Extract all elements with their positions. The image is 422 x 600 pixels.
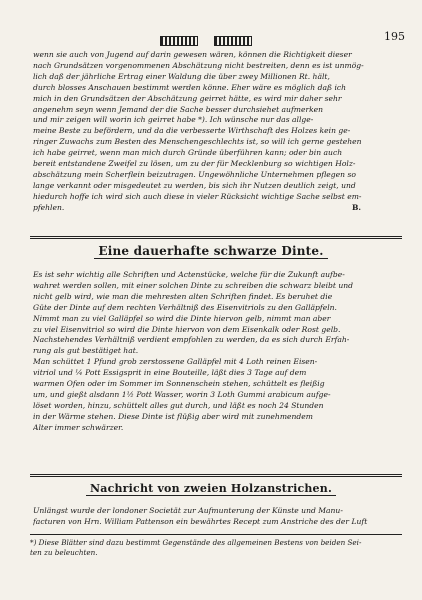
text-line: lich daß der jährliche Ertrag einer Waldung die über zwey Millionen Rt. hält, <box>33 71 330 81</box>
text-line: Alter immer schwärzer. <box>33 422 124 432</box>
text-line: Nachstehendes Verhältniß verdient empfohlen zu werden, da es sich durch Erfah- <box>33 335 350 345</box>
text-line: wahret werden sollen, mit einer solchen Dinte zu schreiben die schwarz bleibt und <box>33 280 354 290</box>
text-line: nicht gelb wird, wie man die mehresten alten Schriften findet. Es beruhet die <box>33 291 333 301</box>
text-line: facturen von Hrn. William Pattenson ein bewährtes Recept zum Anstriche des der Luft <box>33 516 368 526</box>
text-line: löset worden, hinzu, schüttelt alles gut durch, und läßt es noch 24 Stunden <box>33 400 324 410</box>
page-number: 195 <box>384 30 405 43</box>
text-line: Nimmt man zu viel Galläpfel so wird die Dinte hiervon gelb, nimmt man aber <box>33 313 331 323</box>
text-line: rung als gut bestätiget hat. <box>33 346 139 356</box>
text-line: hiedurch hoffe ich wird sich auch diese in vieler Rücksicht wichtige Sache selbst em- <box>33 191 362 201</box>
text-line: nach Grundsätzen vorgenommenen Abschätzung nicht bestreiten, denn es ist unmög- <box>33 60 364 70</box>
text-line: Man schüttet 1 Pfund grob zerstossene Galläpfel mit 4 Loth reinen Eisen- <box>33 357 318 367</box>
section-divider <box>30 236 402 239</box>
text-line: pfehlen. <box>33 202 65 212</box>
text-line: meine Beste zu befördern, und da die verbesserte Wirthschaft des Holzes kein ge- <box>33 126 351 136</box>
section-heading-dinte <box>0 244 422 258</box>
text-line: und mir zeigen will worin ich geirret habe *). Ich wünsche nur das allge- <box>33 115 314 125</box>
text-line: mich in den Grundsätzen der Abschätzung geirret hätte, es wird mir daher sehr <box>33 93 342 103</box>
text-line: bereit entstandene Zweifel zu lösen, um zu der für Mecklenburg so wichtigen Holz- <box>33 159 356 169</box>
text-line: Es ist sehr wichtig alle Schriften und Actenstücke, welche für die Zukunft aufbe- <box>33 270 345 279</box>
section-divider <box>30 474 402 477</box>
header-ornament-left <box>160 36 198 46</box>
section-heading-holzanstriche <box>0 482 422 495</box>
text-line: um, und gießt alsdann 1½ Pott Wasser, worin 3 Loth Gummi arabicum aufge- <box>33 389 331 399</box>
header-ornament-right <box>214 36 252 46</box>
text-line: Unlängst wurde der londoner Societät zur Aufmunterung der Künste und Manu- <box>33 506 343 515</box>
footnote-divider <box>30 534 402 535</box>
footnote: *) Diese Blätter sind dazu bestimmt Gegenstände des allgemeinen Bestens von beiden Sei- ten zu beleuchten. <box>30 538 362 557</box>
text-line: vitriol und ¼ Pott Essigsprit in eine Bouteille, läßt dies 3 Tage auf dem <box>33 368 307 378</box>
text-line: angenehm seyn wenn Jemand der die Sache besser durchsiehet aufmerken <box>33 104 324 114</box>
paragraph-holzanstriche <box>33 506 399 528</box>
paragraph-dinte <box>33 270 399 434</box>
text-line: in der Wärme stehen. Diese Dinte ist flüßig aber wird mit zunehmendem <box>33 411 313 421</box>
heading-text: Eine dauerhafte schwarze Dinte. <box>94 244 327 259</box>
text-line: zu viel Eisenvitriol so wird die Dinte hiervon von dem Eisenkalk oder Rost gelb. <box>33 324 341 334</box>
text-line: ringer Zuwachs zum Besten des Menschengeschlechts ist, so will ich gerne gestehen <box>33 137 362 147</box>
text-line: durch blosses Anschauen bestimmt werden könne. Eher wäre es möglich daß ich <box>33 82 347 92</box>
text-line: Güte der Dinte auf dem rechten Verhältniß des Eisenvitriols zu den Galläpfeln. <box>33 302 337 312</box>
heading-text: Nachricht von zweien Holzanstrichen. <box>86 482 336 496</box>
author-signature: B. <box>351 202 361 212</box>
text-line: wenn sie auch von Jugend auf darin gewesen wären, können die Richtigkeit dieser <box>33 50 352 59</box>
text-line: abschätzung mein Scherflein beizutragen. Ungewöhnliche Unternehmen pflegen so <box>33 169 356 179</box>
text-line: lange verkannt oder misgedeutet zu werden, bis sich ihr Nutzen deutlich zeigt, und <box>33 180 356 190</box>
paragraph-holzabschaetzung <box>33 50 399 214</box>
text-line: ich habe geirret, wenn man mich durch Gründe überführen kann; oder bin auch <box>33 148 343 158</box>
text-line: warmen Ofen oder im Sommer im Sonnenschein stehen, schüttelt es fleißig <box>33 379 325 389</box>
